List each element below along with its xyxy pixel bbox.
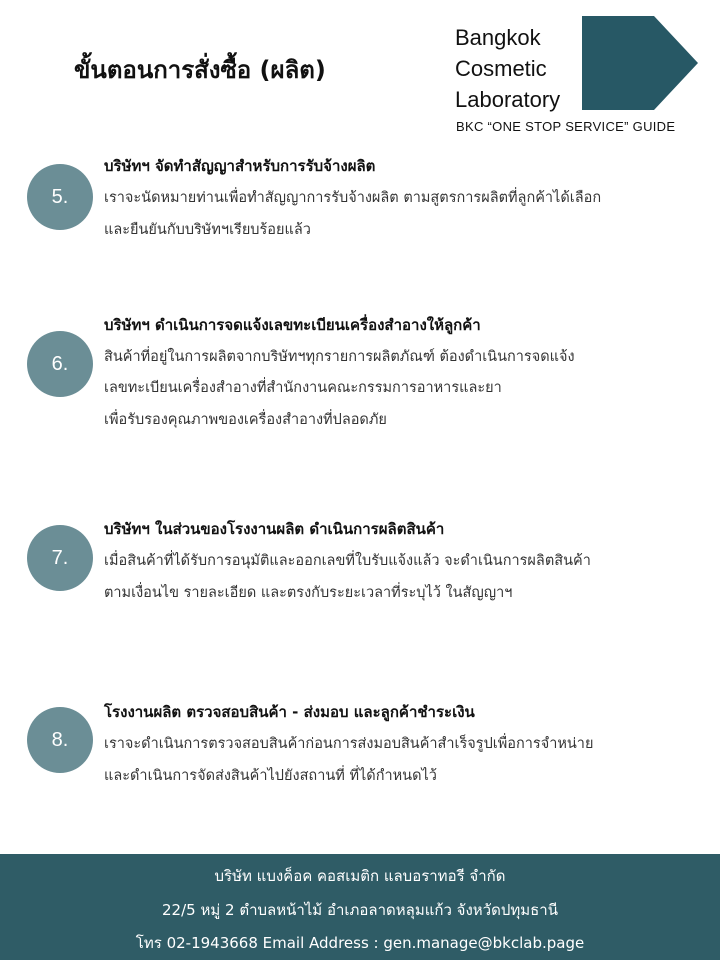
footer-company-name: บริษัท แบงค็อค คอสเมติก แลบอราทอรี จำกัด — [214, 867, 506, 885]
step-text-line: ตามเงื่อนไข รายละเอียด และตรงกับระยะเวลาที่ระบุไว้ ในสัญญาฯ — [104, 585, 513, 601]
step-text-line: และยืนยันกับบริษัทฯเรียบร้อยแล้ว — [104, 222, 311, 238]
step-number-badge: 7. — [27, 525, 93, 591]
brand-line-2: Cosmetic — [455, 56, 547, 81]
brand-name — [455, 22, 560, 115]
brand-guide-caption: BKC “ONE STOP SERVICE” GUIDE — [456, 119, 676, 134]
step-text-line: และดำเนินการจัดส่งสินค้าไปยังสถานที่ ที่ได้กำหนดไว้ — [104, 768, 437, 784]
step-text-line: เราจะดำเนินการตรวจสอบสินค้าก่อนการส่งมอบสินค้าสำเร็จรูปเพื่อการจำหน่าย — [104, 736, 594, 752]
step-text-line: เพื่อรับรองคุณภาพของเครื่องสำอางที่ปลอดภัย — [104, 412, 387, 428]
step-heading: บริษัทฯ จัดทำสัญญาสำหรับการรับจ้างผลิต — [104, 157, 376, 175]
step-heading: โรงงานผลิต ตรวจสอบสินค้า - ส่งมอบ และลูกค้าชำระเงิน — [104, 703, 475, 721]
step-heading: บริษัทฯ ในส่วนของโรงงานผลิต ดำเนินการผลิตสินค้า — [104, 520, 445, 538]
brand-line-1: Bangkok — [455, 25, 541, 50]
brand-line-3: Laboratory — [455, 87, 561, 112]
step-number-badge: 6. — [27, 331, 93, 397]
step-text-line: เลขทะเบียนเครื่องสำอางที่สำนักงานคณะกรรมการอาหารและยา — [104, 380, 502, 396]
step-text-line: เมื่อสินค้าที่ได้รับการอนุมัติและออกเลขที่ใบรับแจ้งแล้ว จะดำเนินการผลิตสินค้า — [104, 553, 591, 569]
step-heading: บริษัทฯ ดำเนินการจดแจ้งเลขทะเบียนเครื่องสำอางให้ลูกค้า — [104, 316, 481, 334]
page-title: ขั้นตอนการสั่งซื้อ (ผลิต) — [74, 56, 326, 84]
step-text-line: เราจะนัดหมายท่านเพื่อทำสัญญาการรับจ้างผลิต ตามสูตรการผลิตที่ลูกค้าได้เลือก — [104, 190, 602, 206]
footer-contact: โทร 02-1943668 Email Address : gen.manage@bkclab.page — [135, 934, 585, 952]
brand-arrow-logo-icon — [582, 16, 698, 110]
step-text-line: สินค้าที่อยู่ในการผลิตจากบริษัทฯทุกรายการผลิตภัณฑ์ ต้องดำเนินการจดแจ้ง — [104, 349, 575, 365]
footer-address: 22/5 หมู่ 2 ตำบลหน้าไม้ อำเภอลาดหลุมแก้ว จังหวัดปทุมธานี — [162, 901, 558, 919]
step-number-badge: 8. — [27, 707, 93, 773]
step-number-badge: 5. — [27, 164, 93, 230]
company-footer — [0, 854, 720, 960]
